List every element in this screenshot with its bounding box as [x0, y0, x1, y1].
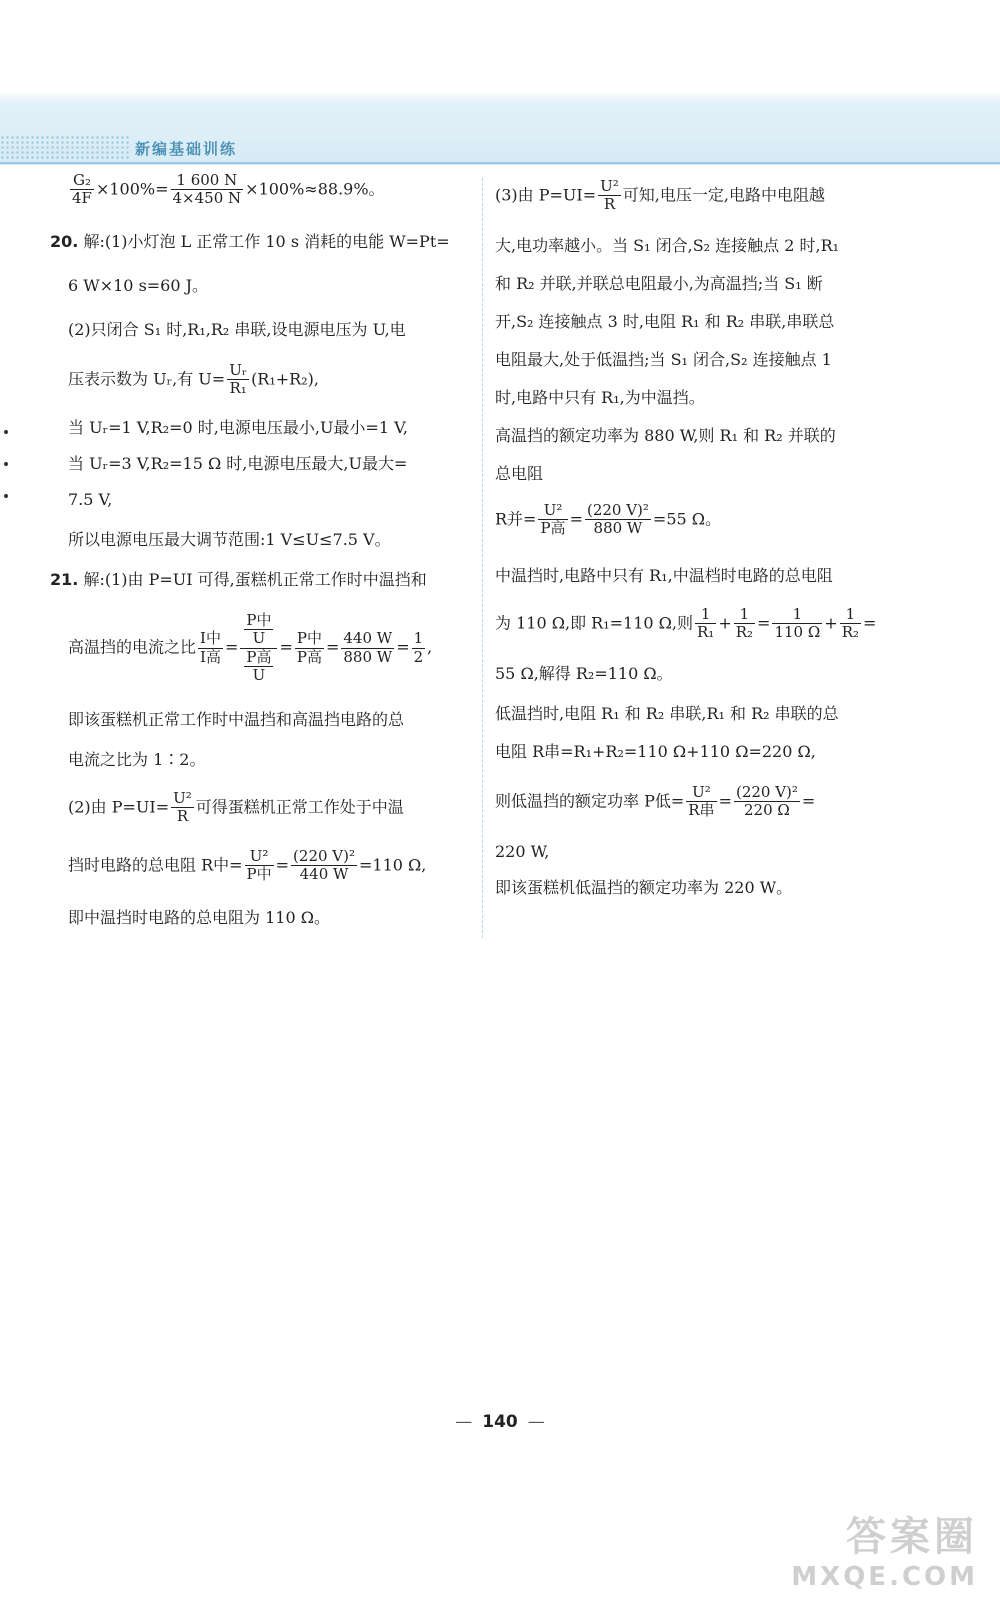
answer-line: 即中温挡时电路的总电阻为 110 Ω。	[68, 908, 330, 927]
answer-line: 220 W,	[495, 842, 550, 861]
answer-line: 中温挡时,电路中只有 R₁,中温档时电路的总电阻	[495, 566, 833, 585]
answer-line: 即该蛋糕机正常工作时中温挡和高温挡电路的总	[68, 710, 405, 729]
answer-line: 总电阻	[495, 464, 544, 483]
fraction: $\frac{1}{\text{R₁}}$	[697, 605, 715, 642]
header-title: 新编基础训练	[135, 140, 238, 158]
fraction: $\frac{\text{U²}}{R}$	[600, 177, 619, 214]
fraction: $\frac{\text{(220 V)²}}{880 W}$	[586, 501, 649, 538]
fraction: $\frac{1}{\text{R₂}}$	[735, 605, 754, 642]
fraction: $\frac{\text{P中}}{\text{P高}}$	[296, 629, 322, 666]
answer-line: 所以电源电压最大调节范围:1 V≤U≤7.5 V。	[68, 530, 391, 549]
answer-line: 为 110 Ω,即 R₁=110 Ω,则 $\frac{1}{\text{R₁}}$ + $\frac{1}{\text{R₂}}$ = $\frac{1}{110 \Omega}$ + $\frac{1}{\text{R₂}}$ =	[495, 605, 877, 642]
fraction: $\frac{\text{U²}}{\text{P高}}$	[540, 501, 566, 538]
compound-fraction: $\frac{\frac{\text{P中}}{U}}{\frac{\text{P高}}{U}}$	[240, 612, 277, 684]
answer-line: 电阻 R串=R₁+R₂=110 Ω+110 Ω=220 Ω,	[495, 742, 816, 761]
watermark	[791, 1505, 978, 1592]
answer-line: 电阻最大,处于低温挡;当 S₁ 闭合,S₂ 连接触点 1	[495, 350, 832, 369]
header-divider	[0, 162, 1000, 164]
header-dot-pattern	[0, 135, 130, 161]
answer-line: 55 Ω,解得 R₂=110 Ω。	[495, 664, 673, 683]
fraction: $\frac{1}{110 \Omega}$	[774, 605, 821, 642]
question-number: 21.	[50, 570, 79, 589]
answer-line: 6 W×10 s=60 J。	[68, 276, 209, 295]
watermark-url: MXQE.COM	[791, 1562, 978, 1592]
margin-marks	[4, 430, 10, 526]
fraction: $\frac{\text{(220 V)²}}{220 \Omega}$	[735, 783, 798, 820]
fraction: $\frac{\text{U²}}{\text{R串}}$	[688, 783, 715, 820]
question-number: 20.	[50, 232, 79, 251]
column-divider	[482, 178, 483, 938]
answer-line: 时,电路中只有 R₁,为中温挡。	[495, 388, 705, 407]
question-21-line: 21. 解:(1)由 P=UI 可得,蛋糕机正常工作时中温挡和	[50, 570, 427, 589]
answer-line: 低温挡时,电阻 R₁ 和 R₂ 串联,R₁ 和 R₂ 串联的总	[495, 704, 839, 723]
answer-line: $\frac{\text{G₂}}{4F}$ ×100%= $\frac{1 600 N}{4\times 450 N}$ ×100%≈88.9%。	[72, 171, 385, 208]
answer-line: 高温挡的电流之比 $\frac{\text{I中}}{\text{I高}}$ = $\frac{\frac{\text{P中}}{U}}{\frac{\text{P高}}{U}}$ = $\frac{\text{P中}}{\text{P高}}$ = $\frac{440 W}{880 W}$ = $\frac{1}{2}$ ,	[68, 611, 433, 684]
fraction: $\frac{\text{Uᵣ}}{\text{R₁}}$	[229, 361, 248, 398]
fraction: $\frac{\text{G₂}}{4F}$	[72, 171, 92, 208]
fraction: $\frac{\text{U²}}{R}$	[173, 789, 192, 826]
answer-line: 大,电功率越小。当 S₁ 闭合,S₂ 连接触点 2 时,R₁	[495, 236, 840, 255]
answer-line: R并= $\frac{\text{U²}}{\text{P高}}$ = $\frac{\text{(220 V)²}}{880 W}$ =55 Ω。	[495, 501, 722, 538]
answer-line: 则低温挡的额定功率 P低= $\frac{\text{U²}}{\text{R串}}$ = $\frac{\text{(220 V)²}}{220 \Omega}$ =	[495, 783, 816, 820]
fraction: $\frac{1}{\text{R₂}}$	[841, 605, 859, 642]
fraction: $\frac{1}{2}$	[413, 629, 424, 666]
answer-line: (3)由 P=UI= $\frac{\text{U²}}{R}$ 可知,电压一定,电路中电阻越	[495, 177, 825, 214]
answer-line: (2)由 P=UI= $\frac{\text{U²}}{R}$ 可得蛋糕机正常工作处于中温	[68, 789, 404, 826]
fraction: $\frac{\text{I中}}{\text{I高}}$	[200, 629, 221, 666]
answer-line: 开,S₂ 连接触点 3 时,电阻 R₁ 和 R₂ 串联,串联总	[495, 312, 835, 331]
fraction: $\frac{\text{(220 V)²}}{440 W}$	[293, 847, 355, 884]
answer-line: 压表示数为 Uᵣ,有 U= $\frac{\text{Uᵣ}}{\text{R₁}}$ (R₁+R₂),	[68, 361, 319, 398]
page-number: — 140 —	[455, 1412, 545, 1432]
watermark-text: 答案圈	[846, 1514, 978, 1560]
answer-line: 电流之比为 1∶2。	[68, 750, 206, 769]
answer-line: 当 Uᵣ=1 V,R₂=0 时,电源电压最小,U最小=1 V,	[68, 418, 408, 437]
answer-line: 高温挡的额定功率为 880 W,则 R₁ 和 R₂ 并联的	[495, 426, 836, 445]
answer-line: 7.5 V,	[68, 490, 113, 509]
fraction: $\frac{1 600 N}{4\times 450 N}$	[172, 171, 242, 208]
fraction: $\frac{\text{U²}}{\text{P中}}$	[246, 847, 272, 884]
fraction: $\frac{440 W}{880 W}$	[343, 629, 393, 666]
answer-line: (2)只闭合 S₁ 时,R₁,R₂ 串联,设电源电压为 U,电	[68, 320, 406, 339]
question-20-line: 20. 解:(1)小灯泡 L 正常工作 10 s 消耗的电能 W=Pt=	[50, 232, 450, 251]
answer-line: 和 R₂ 并联,并联总电阻最小,为高温挡;当 S₁ 断	[495, 274, 823, 293]
answer-line: 挡时电路的总电阻 R中= $\frac{\text{U²}}{\text{P中}}$ = $\frac{\text{(220 V)²}}{440 W}$ =110 Ω,	[68, 847, 427, 884]
answer-line: 当 Uᵣ=3 V,R₂=15 Ω 时,电源电压最大,U最大=	[68, 454, 408, 473]
answer-line: 即该蛋糕机低温挡的额定功率为 220 W。	[495, 878, 793, 897]
